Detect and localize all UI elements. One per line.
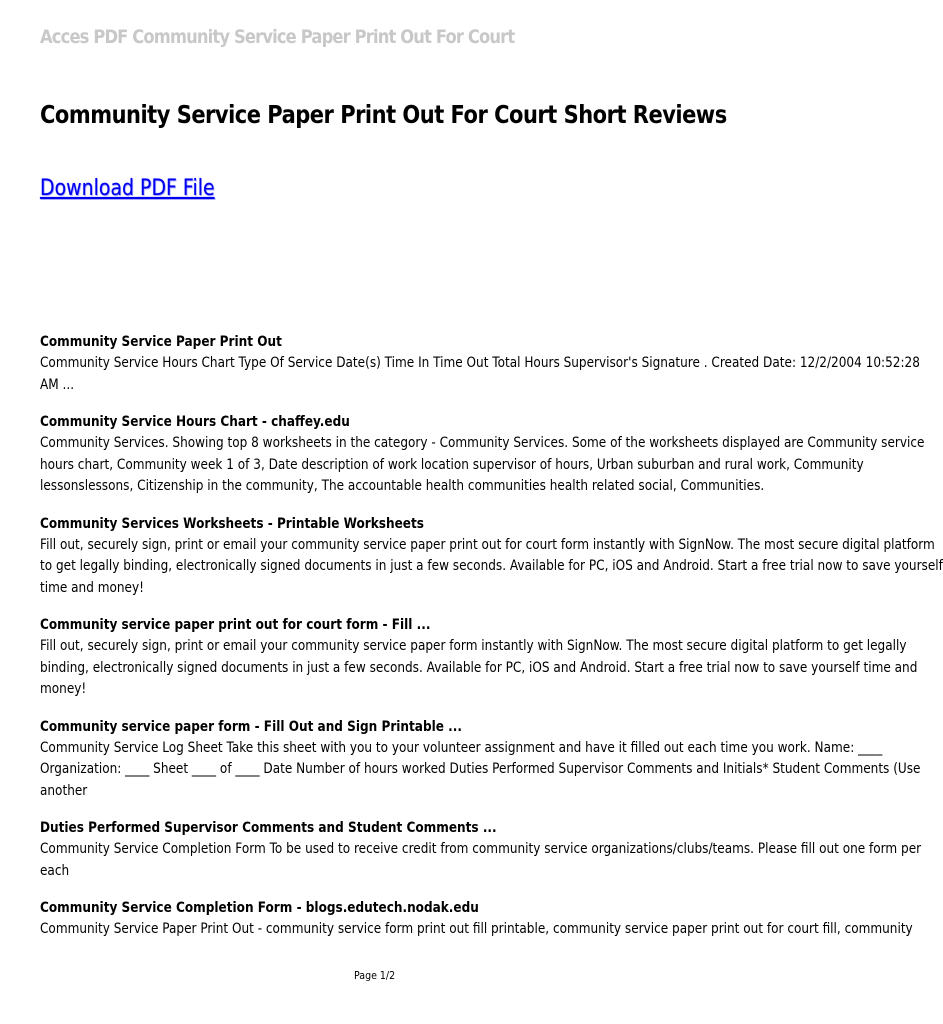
entry-line: binding, electronically signed documents in just a few seconds. Available for PC, iOS and Android. Start a free trial now to save yourself time and [40, 659, 918, 676]
entry-title: Community service paper print out for court form - Fill ... [40, 617, 431, 633]
entry-line: Community Service Log Sheet Take this sheet with you to your volunteer assignment and have it filled out each time you work. Name: ____ [40, 739, 883, 756]
list-item [40, 514, 943, 600]
entry-title: Community Service Hours Chart - chaffey.edu [40, 414, 350, 430]
entry-line: to get legally binding, electronically signed documents in just a few seconds. Available for PC, iOS and Android. Start a free trial now to save yourself [40, 558, 943, 574]
entry-line: Community Service Completion Form To be used to receive credit from community service organizations/clubs/teams. Please fill out one form per [40, 841, 922, 857]
list-item [40, 717, 921, 803]
entry-title: Community Service Paper Print Out [40, 334, 282, 350]
running-header: Acces PDF Community Service Paper Print Out For Court [40, 26, 515, 48]
entry-line: money! [40, 681, 87, 697]
entry-line: each [40, 862, 70, 879]
entry-body [40, 353, 920, 396]
entry-line: AM ... [40, 376, 75, 393]
entry-line: lessonslessons, Citizenship in the community, The accountable health communities health related social, Communities. [40, 478, 765, 494]
entry-body [40, 839, 922, 882]
entry-body [40, 535, 943, 600]
entry-line: Organization: ____ Sheet ____ of ____ Date Number of hours worked Duties Performed Supervisor Comments and Initials* Student Comments (Use [40, 761, 921, 777]
entries-list [40, 332, 943, 957]
entry-line: Community Services. Showing top 8 worksheets in the category - Community Services. Some of the worksheets displayed are Community service [40, 435, 925, 451]
entry-line: Fill out, securely sign, print or email your community service paper print out for court form instantly with SignNow. The most secure digital platform [40, 536, 935, 553]
list-item [40, 898, 913, 941]
entry-title: Duties Performed Supervisor Comments and Student Comments ... [40, 820, 497, 836]
entry-body [40, 919, 913, 941]
entry-line: Fill out, securely sign, print or email your community service paper form instantly with SignNow. The most secure digital platform to get legally [40, 638, 907, 654]
entry-line: Community Service Hours Chart Type Of Service Date(s) Time In Time Out Total Hours Supervisor's Signature . Created Date: 12/2/2004 10:52:28 [40, 355, 920, 371]
list-item [40, 818, 922, 882]
entry-body [40, 433, 925, 498]
entry-title: Community service paper form - Fill Out and Sign Printable ... [40, 718, 462, 735]
entry-line: hours chart, Community week 1 of 3, Date description of work location supervisor of hours, Urban suburban and rural work, Community [40, 456, 864, 473]
entry-body [40, 636, 918, 701]
entry-line: time and money! [40, 579, 144, 596]
page-number: Page 1/2 [354, 969, 396, 982]
page-title: Community Service Paper Print Out For Court Short Reviews [40, 100, 727, 129]
entry-line: another [40, 782, 88, 799]
list-item [40, 412, 925, 498]
entry-title: Community Service Completion Form - blogs.edutech.nodak.edu [40, 900, 479, 916]
entry-body [40, 738, 921, 803]
entry-line: Community Service Paper Print Out - community service form print out fill printable, community service paper print out for court fill, community [40, 921, 913, 937]
entry-title: Community Services Worksheets - Printable Worksheets [40, 515, 424, 532]
list-item [40, 615, 918, 701]
list-item [40, 332, 920, 396]
download-pdf-link[interactable]: Download PDF File [40, 176, 215, 201]
